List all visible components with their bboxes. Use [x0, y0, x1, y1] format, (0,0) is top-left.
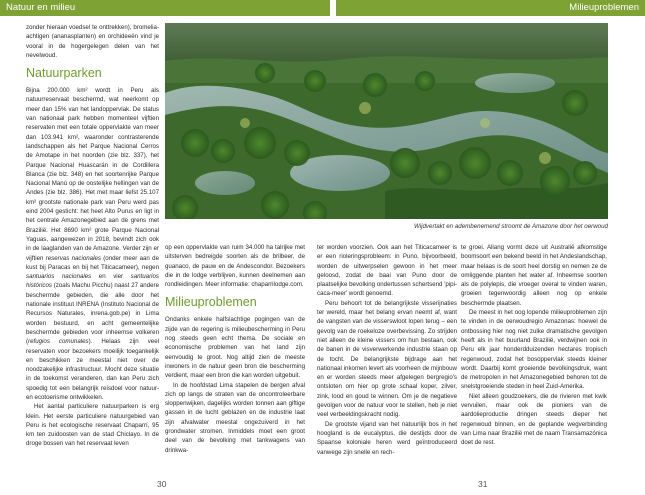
running-header-right: Milieuproblemen	[336, 0, 645, 16]
paragraph: Ondanks enkele halfslachtige pogingen van de zijde van de regering is milieubescherming in Peru nog steeds geen echt thema. De sociale en economische problemen van het land zijn eenvoudig te groot. Nog altijd zien de meeste inwoners in de natuur geen bron die bescherming verdient, maar een bron die kan worden uitgebuit.	[165, 316, 305, 380]
left-page-column	[26, 23, 159, 449]
running-header-left: Natuur en milieu	[0, 0, 330, 16]
paragraph: Niet alleen goudzoekers, die de rivieren met kwik vervuilen, maar ook de pioniers van de aardolieproductie dringen steeds dieper het regenwoud binnen, en de geplande wegverbinding van Lima naar Brazilië met de naam Transamazónica doet de rest.	[461, 392, 607, 447]
paragraph: op een oppervlakte van ruim 34.000 ha talrijke met uitsterven bedreigde soorten als de brilbeer, de guanaco, de pauw en de Andescondor. Bezoekers die in de lodge verblijven, kunnen deelnemen aan rondleidingen. Meer informatie: chaparrilodge.com.	[165, 244, 305, 289]
photo-caption: Wijdvertakt en adembenemend stroomt de Amazone door het oerwoud	[413, 223, 608, 230]
page-number-right: 31	[478, 479, 488, 489]
paragraph: In de hoofdstad Lima stapelen de bergen afval zich op langs de straten van de oncontroleerbare sloppenwijken, dagelijks worden tonnen aan giftige gassen in de lucht geblazen en de industrie laat zijn afvalwater meestal ongezuiverd in het grondwater stromen. Inmiddels moet een groot deel van de bevolking met tankwagens van drinkwa-	[165, 381, 305, 454]
paragraph: De meest in het oog lopende milieuproblemen zijn te vinden in de oerwoudregio Amazonas: hoewel de ontbossing hier nog niet zulke dramatische gevolgen heeft als in het buurland Brazilië, verdwijnen ook in Peru elk jaar honderdduizenden hectares tropisch regenwoud, zodat het bosoppervlak steeds kleiner wordt. Daarbij komt groeiende bevolkingsdruk, want de metropolen in het Amazonegebied behoren tot de snelstgroeiende steden in heel Zuid-Amerika.	[461, 309, 607, 391]
section-heading-milieuproblemen: Milieuproblemen	[165, 295, 257, 310]
paragraph: De grootste vijand van het natuurlijk bos in het hoogland is de eucalyptus, die destijds door de Spaanse koloniale heren werd geïntroduceerd vanwege zijn snelle en rech-	[317, 420, 457, 456]
paragraph: te groei. Allang vormt deze uit Australië afkomstige boomsoort een bekend beeld in het Andeslandschap, maar helaas is de soort heel dorstig en nemen ze de omliggende planten het water af. Inheemse soorten als de polylepis, die vroeger overal te vinden waren, groeien tegenwoordig alleen nog op enkele beschermde plaatsen.	[461, 244, 607, 307]
section-heading-natuurparken: Natuurparken	[26, 66, 102, 81]
paragraph: Het aantal particuliere natuurparken is erg klein. Het eerste particuliere natuurgebied van Peru is het ecologische reservaat Chaparrí, 95 km ten zuidoosten van de stad Chiclayo. In de droge bossen van het reservaat leven	[26, 403, 159, 448]
right-page-column-2	[461, 243, 607, 448]
left-page-column-2	[165, 243, 305, 455]
paragraph: Peru behoort tot de belangrijkste visserijnaties ter wereld, maar het belang ervan neemt af, want de vangsten van de visserswloot lopen terug – een gevolg van de roekeloze overbevissing. Zo strijden niet alleen de kleine vissers om hun bestaan, ook de banen in de visverwerkende industrie staan op de tocht. De belangrijkste bijdrage aan het nationaal inkomen levert als voorheen de mijnbouw en er worden steeds meer afgelegen bergregio's ontsloten om hier op grote schaal koper, zilver, zink, lood en goud te winnen. Om je de negatieve gevolgen voor de natuur voor te stellen, heb je niet veel verbeeldingskracht nodig.	[317, 299, 457, 419]
paragraph: ter worden voorzien. Ook aan het Titicacameer is er een rioleringsprobleem: in Puno, bijvoorbeeld, worden de uitwerpselen gewoon in het meer geloosd, zodat de baai van Puno door de plaatselijke bevolking ondertussen schertsend 'pipi-caca-meer' wordt genoemd.	[317, 244, 457, 298]
paragraph-natuurparken: Bijna 200.000 km² wordt in Peru als natuurreservaat beschermd, wat neerkomt op meer dan 15% van het landoppervlak. De status van nationaal park hebben momenteel vijftien reservaten met een totale oppervlakte van meer dan 103.941 km², waaronder contrasterende landschappen als het Parque Nacional Cerros de Amotape in het noorden (zie blz. 337), het Parque Nacional Huascarán in de Cordillera Blanca (zie blz. 348) en het soortenrijke Parque Nacional Manú op de oostelijke hellingen van de Andes (zie blz. 386). Het met maar liefst 25.107 km² grootste nationale park van Peru werd pas eind 2004 gesticht: het heet Alto Purus en ligt in het centrale Amazonegebied aan de grens met Brazilië. Het 8690 km² grote Parque Nacional Yaguas, aangewezen in 2018, bevindt zich ook in de laaglanden van de Amazone. Verder zijn er vijftien reservas nacionales (onder meer aan de kust bij Paracas en bij het Titicacameer), negen santuarios nacionales en vier santuarios históricos (zoals Machu Picchu) naast 27 andere beschermde gebieden, die alle door het nationale instituut INRENA (Instituto Nacional de Recursos Naturales, inrena.gob.pe) in Lima worden bestuurd, en acht gemeentelijke beschermde gebieden voor inheemse volkeren (refugios comunales). Helaas zijn veel reservaten voor bezoekers moeilijk toegankelijk en beschikken ze meestal niet over de noodzakelijke infrastructuur. Mocht deze situatie in de toekomst veranderen, dan kan Peru zich spoedig tot een belangrijk reisdoel voor natuur- en ecotoerisme ontwikkelen.	[26, 87, 159, 401]
right-page-column-1	[317, 243, 457, 457]
amazon-aerial-photo	[165, 23, 608, 219]
page-number-left: 30	[157, 479, 167, 489]
paragraph: zonder hieraan voedsel te onttrekken), bromelia-achtigen (ananasplanten) en orchideeën vind je vooral in de hogergelegen delen van het nevelwoud.	[26, 24, 159, 59]
